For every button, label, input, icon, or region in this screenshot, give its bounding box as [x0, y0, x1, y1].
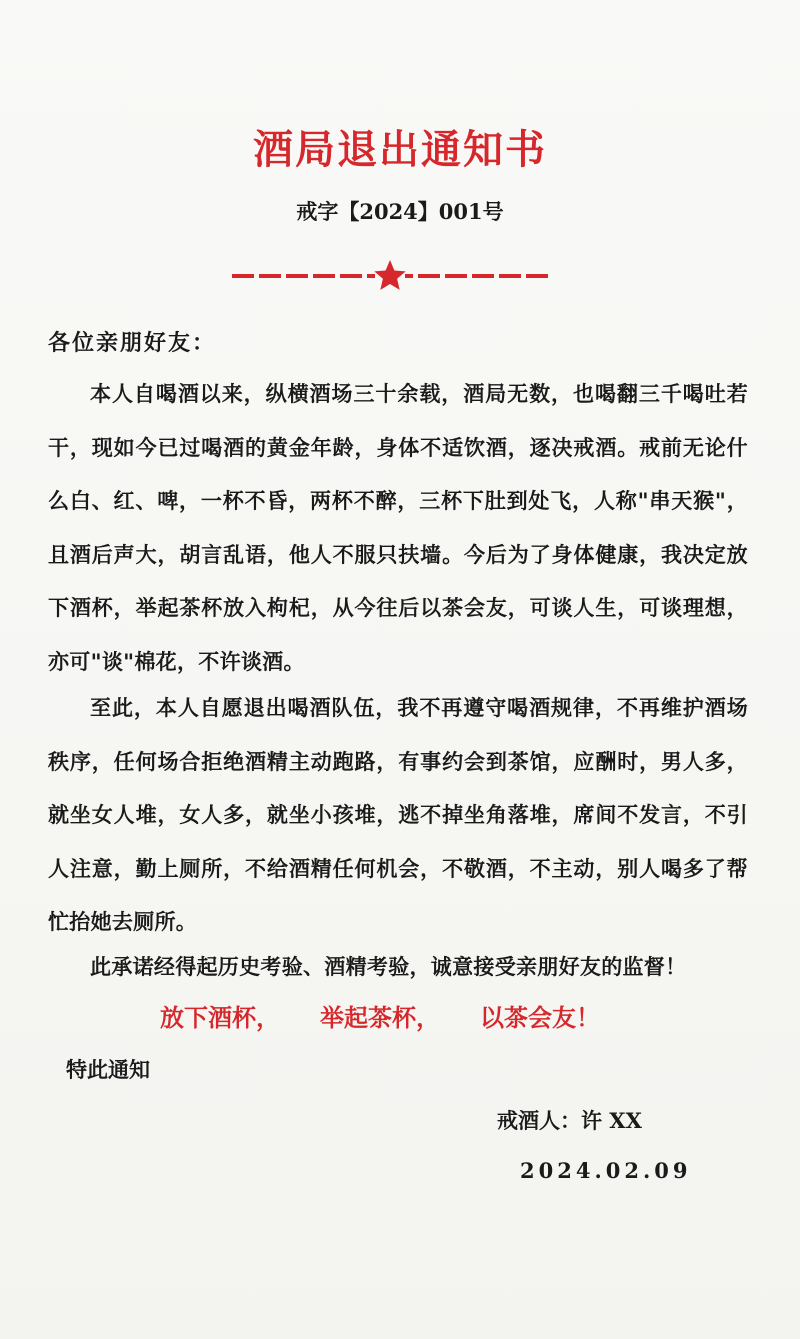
slogan-2: 举起茶杯，: [320, 1003, 440, 1032]
slogan-1: 放下酒杯，: [160, 1003, 280, 1032]
signer: 戒酒人：许 XX: [497, 1108, 642, 1133]
paragraph-2: 至此，本人自愿退出喝酒队伍，我不再遵守喝酒规律，不再维护酒场秩序，任何场合拒绝酒精主动跑路，有事约会到茶馆，应酬时，男人多，就坐女人堆，女人多，就坐小孩堆，逃不掉坐角落堆，席间不发言，不引人注意，勤上厕所，不给酒精任何机会，不敬酒，不主动，别人喝多了帮忙抬她去厕所。: [48, 695, 748, 935]
divider-dashes-left: [232, 274, 375, 278]
paragraph-3: 此承诺经得起历史考验、酒精考验，诚意接受亲朋好友的监督！: [90, 954, 687, 979]
red-star-divider: [232, 258, 548, 294]
document-title: 酒局退出通知书: [253, 126, 547, 173]
star-icon: [374, 260, 405, 290]
paragraph-1: 本人自喝酒以来，纵横酒场三十余载，酒局无数，也喝翻三千喝吐若干，现如今已过喝酒的黄金年龄，身体不适饮酒，逐决戒酒。戒前无论什么白、红、啤，一杯不昏，两杯不醉，三杯下肚到处飞，人称"串天猴"，且酒后声大，胡言乱语，他人不服只扶墙。今后为了身体健康，我决定放下酒杯，举起茶杯放入枸杞，从今往后以茶会友，可谈人生，可谈理想，亦可"谈"棉花，不许谈酒。: [48, 381, 748, 674]
greeting: 各位亲朋好友：: [48, 330, 217, 356]
closing-line: 特此通知: [66, 1057, 150, 1082]
document-number: 戒字【2024】001号: [296, 199, 504, 224]
signature-date: 2024.02.09: [520, 1158, 692, 1183]
divider-dashes-right: [405, 274, 548, 278]
slogan-3: 以茶会友！: [480, 1003, 600, 1032]
